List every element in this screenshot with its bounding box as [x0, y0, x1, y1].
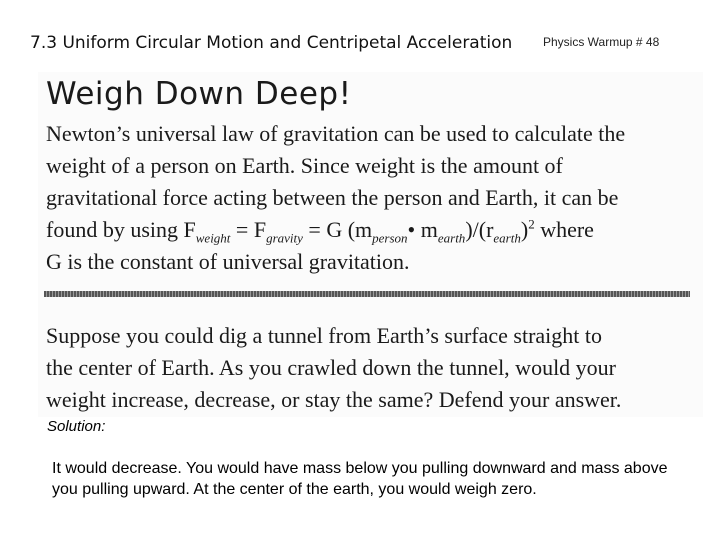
superscript-2: 2	[528, 216, 535, 232]
paragraph-line: weight increase, decrease, or stay the same? Defend your answer.	[46, 387, 622, 412]
scanned-worksheet	[38, 72, 703, 417]
solution-label: Solution:	[47, 418, 106, 435]
subscript-weight: weight	[195, 230, 231, 246]
paragraph-line: gravitational force acting between the person and Earth, it can be	[46, 185, 619, 210]
question-paragraph	[46, 320, 696, 416]
formula-eq3: )/(r	[465, 217, 494, 242]
formula-dot: • m	[407, 217, 438, 242]
formula-suffix: where	[534, 217, 594, 242]
slide-title: 7.3 Uniform Circular Motion and Centripetal Acceleration	[30, 33, 513, 53]
paragraph-line: Newton’s universal law of gravitation can be used to calculate the	[46, 121, 626, 146]
subscript-gravity: gravity	[266, 230, 303, 246]
paragraph-line: Suppose you could dig a tunnel from Earth’s surface straight to	[46, 323, 602, 348]
formula-prefix: found by using F	[46, 217, 196, 242]
formula-close: )	[520, 217, 529, 242]
worksheet-heading: Weigh Down Deep!	[46, 76, 352, 112]
solution-text: It would decrease. You would have mass below you pulling downward and mass above you pulling upward. At the center of the earth, you would weigh zero.	[52, 460, 668, 498]
gravitation-paragraph	[46, 118, 696, 278]
paragraph-line: G is the constant of universal gravitation.	[46, 249, 410, 274]
warmup-label: Physics Warmup # 48	[543, 35, 660, 49]
subscript-person: person	[372, 230, 408, 246]
section-divider	[44, 291, 690, 297]
subscript-earth: earth	[437, 230, 466, 246]
subscript-earth-radius: earth	[493, 230, 521, 246]
paragraph-line: weight of a person on Earth. Since weight is the amount of	[46, 153, 563, 178]
formula-eq1: = F	[230, 217, 267, 242]
formula-eq2: = G (m	[302, 217, 373, 242]
paragraph-line: the center of Earth. As you crawled down the tunnel, would your	[46, 355, 617, 380]
formula-line	[46, 214, 696, 246]
